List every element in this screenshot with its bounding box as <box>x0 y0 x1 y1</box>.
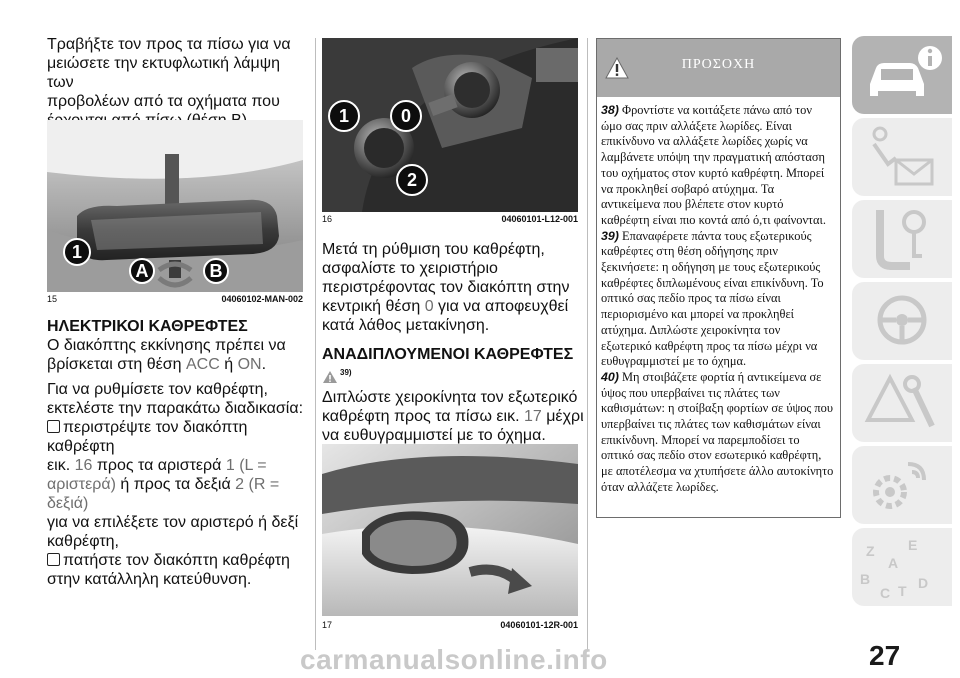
step-bullet-icon <box>47 420 60 433</box>
text-line: Μετά τη ρύθμιση του καθρέφτη, <box>322 241 545 258</box>
tab-triangle-wrench[interactable] <box>852 364 952 442</box>
text-line: μειώσετε την εκτυφλωτική λάμψη των <box>47 55 281 91</box>
folding-mirror-illustration <box>322 444 578 616</box>
text-line: Διπλώστε χειροκίνητα τον εξωτερικό <box>322 389 578 406</box>
steering-icon <box>852 282 952 360</box>
callout-0: 0 <box>390 100 422 132</box>
warning-title: ΠΡΟΣΟΧΗ <box>681 57 756 72</box>
figure-16-mirror-switch <box>322 38 578 212</box>
text-line: Τραβήξτε τον προς τα πίσω για να <box>47 36 291 53</box>
index-letter: E <box>908 537 918 553</box>
tab-gear-phone[interactable] <box>852 446 952 524</box>
car-info-icon <box>852 36 952 114</box>
step-bullet-icon <box>47 553 60 566</box>
figure-number: 17 <box>322 620 333 630</box>
column-2-body <box>322 240 584 445</box>
warning-triangle-icon <box>322 370 338 384</box>
text-line: Για να ρυθμίσετε τον καθρέφτη, <box>47 381 268 398</box>
column-1-body <box>47 317 309 589</box>
figure-code: 04060101-12R-001 <box>500 620 578 630</box>
intro-text <box>47 35 307 130</box>
index-letter: B <box>860 571 871 587</box>
text-line: πατήστε τον διακόπτη καθρέφτη <box>47 551 309 570</box>
warning-reference-number: 39) <box>340 368 352 377</box>
paragraph-ignition <box>47 336 309 374</box>
figure-15-rearview-mirror <box>47 120 303 292</box>
text-line: ασφαλίστε το χειριστήριο <box>322 260 498 277</box>
text-line: στην κατάλληλη κατεύθυνση. <box>47 571 252 588</box>
paragraph-lock-switch <box>322 240 584 335</box>
text-line: αριστερά) ή προς τα δεξιά 2 (R = δεξιά) <box>47 476 280 512</box>
key-seat-icon <box>852 200 952 278</box>
warning-item-38: 38) Φροντίστε να κοιτάξετε πάνω από τον ώμο σας πριν αλλάξετε λωρίδες. Είναι επικίνδυνο να αλλάξετε λωρίδες χωρίς να λαμβάνετε υπόψη την πραγματική απόσταση του οχήματος στον κυρτό καθρέφτη. Μπορεί να προκληθεί σοβαρό ατύχημα. Τα αντικείμενα που βλέπετε στον κυρτό καθρέφτη είναι πιο κοντά από ό,τι φαίνονται. <box>601 103 826 227</box>
text-line: για να επιλέξετε τον αριστερό ή δεξί <box>47 514 299 531</box>
text-line: εκτελέστε την παρακάτω διαδικασία: <box>47 400 304 417</box>
index-letter: A <box>888 555 899 571</box>
index-letter: D <box>918 575 929 591</box>
tab-airbag-warning[interactable] <box>852 118 952 196</box>
warning-reference <box>322 368 584 388</box>
tab-index[interactable] <box>852 528 952 606</box>
index-letter: Z <box>866 543 875 559</box>
warning-header <box>597 39 840 97</box>
page-number: 27 <box>869 640 901 671</box>
text-line: κεντρική θέση 0 για να αποφευχθεί <box>322 298 569 315</box>
callout-b: B <box>203 258 229 284</box>
airbag-warning-icon <box>852 118 952 196</box>
position-acc: ACC <box>186 356 220 373</box>
callout-1: 1 <box>63 238 91 266</box>
column-divider <box>587 38 588 650</box>
section-heading-folding-mirrors: ΑΝΑΔΙΠΛΟΥΜΕΝΟΙ ΚΑΘΡΕΦΤΕΣ <box>322 346 574 363</box>
index-letters-icon <box>852 528 952 606</box>
figure-17-caption <box>322 620 578 630</box>
warning-box <box>596 38 841 518</box>
position-on: ON <box>237 356 262 373</box>
section-heading-electric-mirrors: ΗΛΕΚΤΡΙΚΟΙ ΚΑΘΡΕΦΤΕΣ <box>47 318 248 335</box>
figure-number: 15 <box>47 294 58 304</box>
figure-number: 16 <box>322 214 333 224</box>
watermark: carmanualsonline.info <box>300 644 608 675</box>
gear-phone-icon <box>852 446 952 524</box>
text-line: προβολέων από τα οχήματα που <box>47 93 280 110</box>
warning-item-40: 40) Μη στοιβάζετε φορτία ή αντικείμενα σε ύψος που υπερβαίνει τις πλάτες των καθισμάτων: η στοίβαξη φορτίων σε ύψος που υπερβαίνει τις πλάτες των καθισμάτων είναι επικίνδυνη. Μπορεί να παρεμποδίσει το οπτικό σας πεδίο στον εσωτερικό καθρέφτη, με αποτέλεσμα να χτυπήσετε άλλο αυτοκίνητο όταν αλλάζετε λωρίδες. <box>601 369 834 494</box>
text-line: περιστρέψτε τον διακόπτη καθρέφτη <box>47 419 248 455</box>
index-letter: T <box>898 583 907 599</box>
text-line: Ο διακόπτης εκκίνησης πρέπει να <box>47 337 286 354</box>
warning-text <box>597 97 840 496</box>
text-line: βρίσκεται στη θέση ACC ή ON. <box>47 356 267 373</box>
index-letter: C <box>880 585 891 601</box>
text-line: εικ. 16 προς τα αριστερά 1 (L = <box>47 457 267 474</box>
paragraph-adjust <box>47 380 309 589</box>
tab-key-seat[interactable] <box>852 200 952 278</box>
warning-item-39: 39) Επαναφέρετε πάντα τους εξωτερικούς καθρέφτες στη θέση οδήγησης πριν ξεκινήσετε: η οδήγηση με τους εξωτερικούς καθρέφτες διπλωμένους είναι επικίνδυνη. Το οπτικό σας πεδίο προς τα πίσω είναι περιορισμένο και μπορεί να προκληθεί ατύχημα. Διπλώστε χειροκίνητα τον εξωτερικό καθρέφτη προς τα πίσω μέχρι να ευθυγραμμιστεί με το όχημα. <box>601 228 824 369</box>
column-divider <box>315 38 316 650</box>
triangle-wrench-icon <box>852 364 952 442</box>
text-line: καθρέφτη, <box>47 533 119 550</box>
paragraph-fold <box>322 388 584 445</box>
tab-steering[interactable] <box>852 282 952 360</box>
text-line: περιστρέφοντας τον διακόπτη στην <box>322 279 570 296</box>
rearview-mirror-illustration <box>47 120 303 292</box>
figure-17-folding-mirror <box>322 444 578 616</box>
mirror-switch-illustration <box>322 38 578 212</box>
figure-code: 04060101-L12-001 <box>501 214 578 224</box>
figure-15-caption <box>47 294 303 304</box>
figure-code: 04060102-MAN-002 <box>221 294 303 304</box>
text-line: κατά λάθος μετακίνηση. <box>322 317 490 334</box>
callout-2: 2 <box>396 164 428 196</box>
text-line: καθρέφτη προς τα πίσω εικ. 17 μέχρι <box>322 408 584 425</box>
callout-a: A <box>129 258 155 284</box>
tab-car-info[interactable] <box>852 36 952 114</box>
text-line: να ευθυγραμμιστεί με το όχημα. <box>322 427 546 444</box>
callout-1: 1 <box>328 100 360 132</box>
figure-16-caption <box>322 214 578 224</box>
